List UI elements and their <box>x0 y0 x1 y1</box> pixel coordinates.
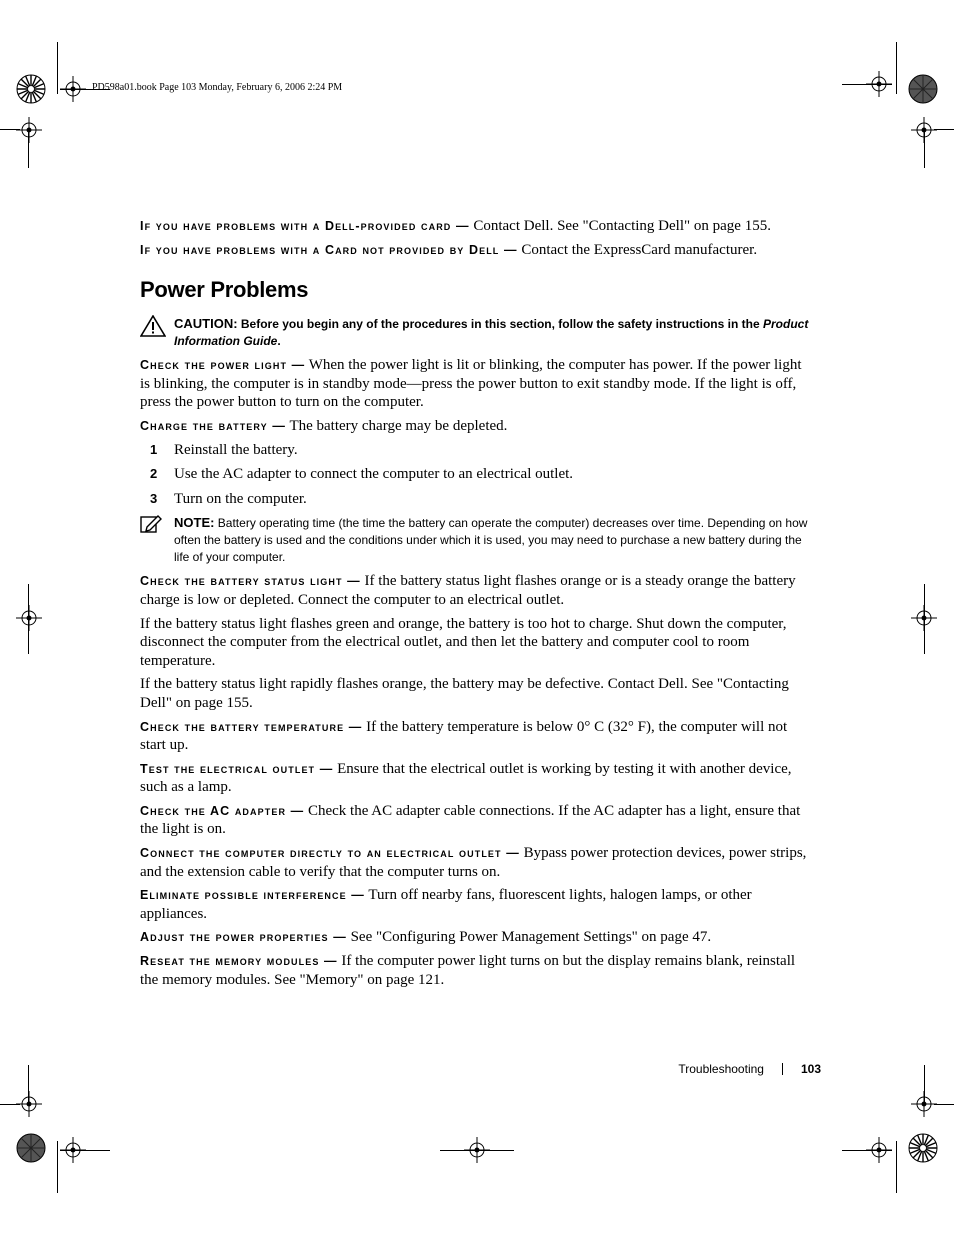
step-number: 2 <box>150 466 158 482</box>
crop-line <box>440 1150 514 1151</box>
item-lead: Eliminate possible interference — <box>140 888 365 903</box>
crop-line <box>57 1141 58 1193</box>
step-text: Reinstall the battery. <box>174 441 298 458</box>
item-lead: Connect the computer directly to an electrical outlet — <box>140 846 520 861</box>
item-text: The battery charge may be depleted. <box>289 417 508 434</box>
troubleshoot-item <box>140 886 812 923</box>
crosshair-mark-icon <box>16 1091 42 1117</box>
item-text: Ensure that the electrical outlet is working by testing it with another device, such as a lamp. <box>140 760 792 796</box>
crop-line <box>28 130 29 168</box>
item-lead: Test the electrical outlet — <box>140 761 334 776</box>
note-notice <box>140 514 812 566</box>
crop-line <box>28 1065 29 1105</box>
step-list <box>140 441 812 509</box>
body-paragraph: If the battery status light rapidly flashes orange, the battery may be defective. Contact Dell. See "Contacting Dell" on page 155. <box>140 676 789 711</box>
troubleshoot-item <box>140 952 812 989</box>
charge-battery <box>140 417 812 436</box>
step-item <box>140 490 812 509</box>
intro-item <box>140 217 812 236</box>
item-text: Bypass power protection devices, power strips, and the extension cable to verify that the computer turns on. <box>140 845 807 880</box>
crop-line <box>924 130 925 168</box>
sunburst-mark-icon <box>908 1133 938 1163</box>
item-lead: Check the battery temperature — <box>140 719 363 734</box>
caution-doc-title: Product Information Guide <box>174 317 809 349</box>
intro-item <box>140 241 812 260</box>
note-text: Battery operating time (the time the battery can operate the computer) decreases over time. Depending on how often the battery is used and the conditions under which it is used, you may need to purchase a new battery during the life of your computer. <box>174 516 808 565</box>
crop-line <box>842 84 892 85</box>
caution-text: Before you begin any of the procedures in this section, follow the safety instructions in the Product Information Guide. <box>174 317 809 349</box>
item-text: If the battery temperature is below 0° C (32° F), the computer will not start up. <box>140 718 788 754</box>
step-item <box>140 441 812 460</box>
footer-divider <box>782 1063 783 1075</box>
page-content <box>140 217 812 994</box>
crop-line <box>896 1141 897 1193</box>
item-text: If the battery status light flashes orange or is a steady orange the battery charge is low or depleted. Connect the computer to an electrical outlet. <box>140 573 796 608</box>
item-text: Check the AC adapter cable connections. If the AC adapter has a light, ensure that the light is on. <box>140 802 801 838</box>
item-lead: If you have problems with a Card not provided by Dell — <box>140 242 518 257</box>
step-item <box>140 465 812 484</box>
caution-notice <box>140 315 812 350</box>
body-paragraph: If the battery status light flashes green and orange, the battery is too hot to charge. Shut down the computer, disconnect the computer from the electrical outlet, and then let the battery and computer cool to room temperature. <box>140 615 787 669</box>
item-lead: If you have problems with a Dell-provided card — <box>140 219 470 233</box>
crop-line <box>924 584 925 654</box>
crop-line <box>934 1104 954 1105</box>
print-header: PD598a01.book Page 103 Monday, February 6, 2006 2:24 PM <box>92 82 343 93</box>
item-text: When the power light is lit or blinking, the computer has power. If the power light is blinking, the computer is in standby mode—press the power button to exit standby mode. If the light is off, press the power button to turn on the computer. <box>140 357 802 411</box>
crosshair-mark-icon <box>16 605 42 631</box>
troubleshoot-item <box>140 760 812 797</box>
crop-line <box>842 1150 892 1151</box>
caution-label: CAUTION: <box>174 316 238 332</box>
footer-section: Troubleshooting <box>678 1062 764 1076</box>
crop-line <box>57 42 58 94</box>
item-text: Turn off nearby fans, fluorescent lights, halogen lamps, or other appliances. <box>140 887 752 922</box>
troubleshoot-item <box>140 802 812 839</box>
crop-line <box>896 42 897 94</box>
step-text: Use the AC adapter to connect the computer to an electrical outlet. <box>174 466 574 483</box>
sunburst-mark-icon <box>16 74 46 104</box>
troubleshoot-item <box>140 928 812 947</box>
check-power-light <box>140 356 812 412</box>
item-text: See "Configuring Power Management Settings" on page 47. <box>350 929 712 946</box>
item-lead: Check the battery status light — <box>140 574 361 589</box>
item-lead: Reseat the memory modules — <box>140 954 338 969</box>
battery-status-light <box>140 572 812 609</box>
note-pencil-icon <box>140 514 162 534</box>
item-lead: Check the AC adapter — <box>140 803 305 818</box>
sunburst-mark-icon <box>908 74 938 104</box>
item-text: Contact the ExpressCard manufacturer. <box>521 241 758 258</box>
item-lead: Check the power light — <box>140 358 306 373</box>
crop-line <box>934 129 954 130</box>
troubleshoot-item <box>140 844 812 881</box>
item-lead: Charge the battery — <box>140 418 286 433</box>
sunburst-mark-icon <box>16 1133 46 1163</box>
crop-line <box>60 1150 110 1151</box>
step-text: Turn on the computer. <box>174 490 307 507</box>
crosshair-mark-icon <box>16 117 42 143</box>
section-title: Power Problems <box>140 277 309 303</box>
step-number: 3 <box>150 490 158 506</box>
page-number: 103 <box>800 1062 821 1076</box>
item-lead: Adjust the power properties — <box>140 930 347 945</box>
page-footer <box>678 1062 821 1076</box>
troubleshoot-item <box>140 718 812 755</box>
crop-line <box>924 1065 925 1105</box>
note-label: NOTE: <box>174 515 215 531</box>
item-text: If the computer power light turns on but the display remains blank, reinstall the memory modules. See "Memory" on page 121. <box>140 953 796 988</box>
crop-line <box>28 584 29 654</box>
step-number: 1 <box>150 441 158 457</box>
item-text: Contact Dell. See "Contacting Dell" on page 155. <box>473 218 771 234</box>
caution-triangle-icon <box>140 315 166 337</box>
